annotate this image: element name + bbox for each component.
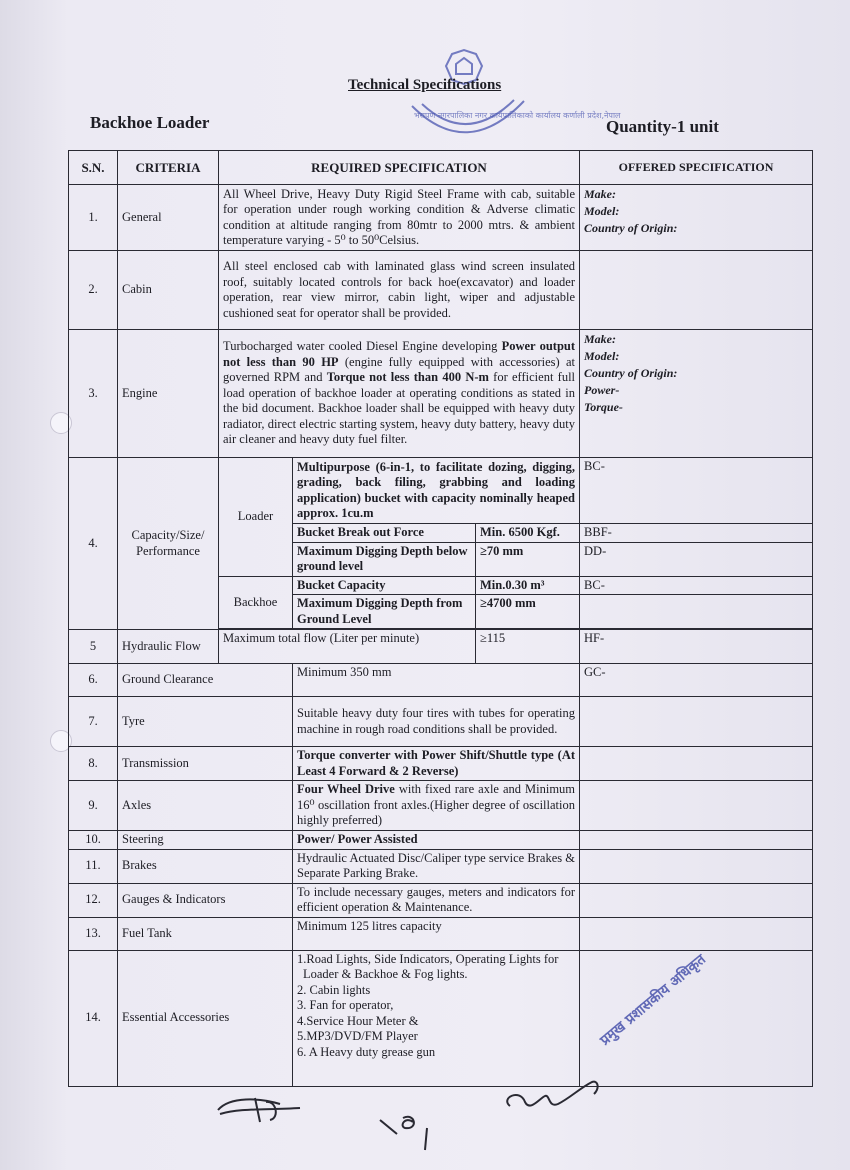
offered-cell	[580, 185, 813, 251]
accessory-line: 3. Fan for operator,	[297, 998, 394, 1012]
requirement-cell: All Wheel Drive, Heavy Duty Rigid Steel Frame with cab, suitable for operation under rough working condition & Adverse climatic condition at altitude ranging from 80mtr to 2000 mtrs. & ambient temperature varying - 5⁰ to 50⁰Celsius.	[219, 185, 580, 251]
row-number: 4.	[69, 458, 118, 630]
official-stamp: प्रमुख प्रशासकीय अधिकृत	[597, 951, 709, 1049]
requirement-cell	[293, 950, 580, 1086]
table-row	[69, 781, 813, 831]
accessory-line: 5.MP3/DVD/FM Player	[297, 1029, 418, 1043]
requirement-cell: Minimum 350 mm	[293, 664, 580, 697]
quantity-label: Quantity-1 unit	[606, 117, 719, 136]
specification-table	[68, 150, 813, 1087]
requirement-bold-text: Four Wheel Drive	[297, 782, 395, 797]
row-number: 5	[69, 630, 118, 664]
offered-cell	[580, 595, 813, 629]
table-row	[69, 849, 813, 883]
seal-text: भरापण नगरपालिका नगर कार्यपालिकाको कार्यालय कर्णाली प्रदेश,नेपाल	[414, 111, 621, 120]
offer-power: Power-	[584, 383, 620, 397]
spec-value: ≥70 mm	[476, 542, 580, 576]
table-row	[69, 330, 813, 458]
bucket-description: Multipurpose (6-in-1, to facilitate dozing, digging, grading, back filing, grabbing and loading application) bucket with capacity nominally heaped approx. 1cu.m	[293, 458, 580, 524]
offer-hydraulic-flow: HF-	[580, 630, 813, 664]
table-header-row	[69, 151, 813, 185]
spec-label: Maximum Digging Depth from Ground Level	[293, 595, 476, 629]
requirement-bold-text: Torque not less than 400 N-m	[326, 370, 489, 385]
table-row	[69, 630, 813, 664]
requirement-cell: Maximum total flow (Liter per minute)	[219, 630, 476, 664]
requirement-cell: All steel enclosed cab with laminated glass wind screen insulated roof, suitably located controls for back hoe(excavator) and loader operation, rear view mirror, cabin light, wiper and adjustable cushioned seat for operator shall be provided.	[219, 251, 580, 330]
criteria-cell: Brakes	[118, 849, 293, 883]
requirement-cell: Power/ Power Assisted	[293, 831, 580, 850]
table-row	[69, 831, 813, 850]
offer-make: Make:	[584, 332, 617, 346]
spec-label: Maximum Digging Depth below ground level	[293, 542, 476, 576]
offer-origin: Country of Origin:	[584, 366, 678, 380]
header-required: REQUIRED SPECIFICATION	[219, 151, 580, 185]
requirement-text: Turbocharged water cooled Diesel Engine developing	[223, 339, 502, 354]
spec-label: Bucket Capacity	[293, 576, 476, 595]
header-criteria: CRITERIA	[118, 151, 219, 185]
row-number: 14.	[69, 950, 118, 1086]
equipment-name: Backhoe Loader	[90, 113, 210, 132]
table-row	[69, 185, 813, 251]
offer-digging-depth: DD-	[580, 542, 813, 576]
requirement-cell: Torque converter with Power Shift/Shuttle type (At Least 4 Forward & 2 Reverse)	[293, 747, 580, 781]
signature-3-icon	[500, 1068, 610, 1128]
spec-value: ≥115	[476, 630, 580, 664]
offered-cell	[580, 697, 813, 747]
accessory-line: 1.Road Lights, Side Indicators, Operating Lights for	[297, 951, 559, 966]
table-row	[69, 664, 813, 697]
row-number: 10.	[69, 831, 118, 850]
requirement-cell: Suitable heavy duty four tires with tubes for operating machine in rough road conditions shall be provided.	[293, 697, 580, 747]
accessory-line: 4.Service Hour Meter &	[297, 1013, 419, 1028]
row-number: 9.	[69, 781, 118, 831]
requirement-cell: To include necessary gauges, meters and indicators for efficient operation & Maintenance.	[293, 883, 580, 917]
header-sn: S.N.	[69, 151, 118, 185]
signature-1-icon	[210, 1088, 320, 1133]
offer-model: Model:	[584, 349, 620, 363]
offered-cell	[580, 781, 813, 831]
offered-cell	[580, 251, 813, 330]
row-number: 13.	[69, 917, 118, 950]
offer-origin: Country of Origin:	[584, 221, 678, 235]
table-row	[69, 458, 813, 524]
spec-label: Bucket Break out Force	[293, 524, 476, 543]
table-row	[69, 917, 813, 950]
table-row	[69, 883, 813, 917]
row-number: 3.	[69, 330, 118, 458]
offer-model: Model:	[584, 204, 620, 218]
criteria-cell: Capacity/Size/ Performance	[118, 458, 219, 630]
requirement-text: (engine fully equipped with accessories) at governed RPM and	[223, 354, 576, 385]
criteria-cell: Fuel Tank	[118, 917, 293, 950]
table-row	[69, 747, 813, 781]
criteria-cell: Essential Accessories	[118, 950, 293, 1086]
offered-cell	[580, 917, 813, 950]
row-number: 12.	[69, 883, 118, 917]
requirement-cell	[293, 781, 580, 831]
loader-label: Loader	[219, 458, 293, 577]
requirement-cell: Hydraulic Actuated Disc/Caliper type service Brakes & Separate Parking Brake.	[293, 849, 580, 883]
criteria-cell: Cabin	[118, 251, 219, 330]
requirement-text: with fixed rare axle and Minimum 16⁰ oscillation front axles.(Higher degree of oscillation highly preferred)	[297, 782, 576, 828]
criteria-cell: Gauges & Indicators	[118, 883, 293, 917]
criteria-cell: Hydraulic Flow	[118, 630, 219, 664]
document-title: Technical Specifications	[348, 77, 502, 93]
spec-value: Min.0.30 m³	[476, 576, 580, 595]
requirement-text: for efficient full load operation of backhoe loader at operating conditions as stated in the bid document. Backhoe loader shall be equipped with heavy duty radiator, direct electric starting system, heavy duty battery, heavy duty air cleaner and heavy duty fuel filter.	[223, 370, 576, 447]
accessory-line: 2. Cabin lights	[297, 982, 371, 997]
row-number: 11.	[69, 849, 118, 883]
offered-cell	[580, 330, 813, 458]
offered-cell	[580, 849, 813, 883]
offered-cell	[580, 747, 813, 781]
row-number: 1.	[69, 185, 118, 251]
criteria-cell: Engine	[118, 330, 219, 458]
municipal-seal-icon	[402, 46, 621, 156]
backhoe-label: Backhoe	[219, 576, 293, 629]
accessory-line: Loader & Backhoe & Fog lights.	[303, 967, 468, 981]
offer-backhoe-capacity: BC-	[580, 576, 813, 595]
criteria-cell: Steering	[118, 831, 293, 850]
table-row	[69, 697, 813, 747]
signature-2-icon	[375, 1108, 445, 1153]
row-number: 8.	[69, 747, 118, 781]
criteria-cell: General	[118, 185, 219, 251]
spec-value: Min. 6500 Kgf.	[476, 524, 580, 543]
offer-ground-clearance: GC-	[580, 664, 813, 697]
accessory-line: 6. A Heavy duty grease gun	[297, 1044, 436, 1059]
offered-cell	[580, 831, 813, 850]
criteria-cell: Tyre	[118, 697, 293, 747]
criteria-cell: Axles	[118, 781, 293, 831]
row-number: 2.	[69, 251, 118, 330]
offered-cell	[580, 883, 813, 917]
spec-value: ≥4700 mm	[476, 595, 580, 629]
offer-breakout-force: BBF-	[580, 524, 813, 543]
criteria-cell: Ground Clearance	[118, 664, 293, 697]
requirement-cell: Minimum 125 litres capacity	[293, 917, 580, 950]
offer-make: Make:	[584, 187, 617, 201]
row-number: 6.	[69, 664, 118, 697]
offer-torque: Torque-	[584, 400, 623, 414]
criteria-cell: Transmission	[118, 747, 293, 781]
row-number: 7.	[69, 697, 118, 747]
requirement-cell	[219, 330, 580, 458]
requirement-bold-text: Power output not less than 90 HP	[223, 339, 576, 369]
table-row	[69, 251, 813, 330]
offer-bucket-capacity: BC-	[580, 458, 813, 524]
header-offered: OFFERED SPECIFICATION	[580, 151, 813, 185]
